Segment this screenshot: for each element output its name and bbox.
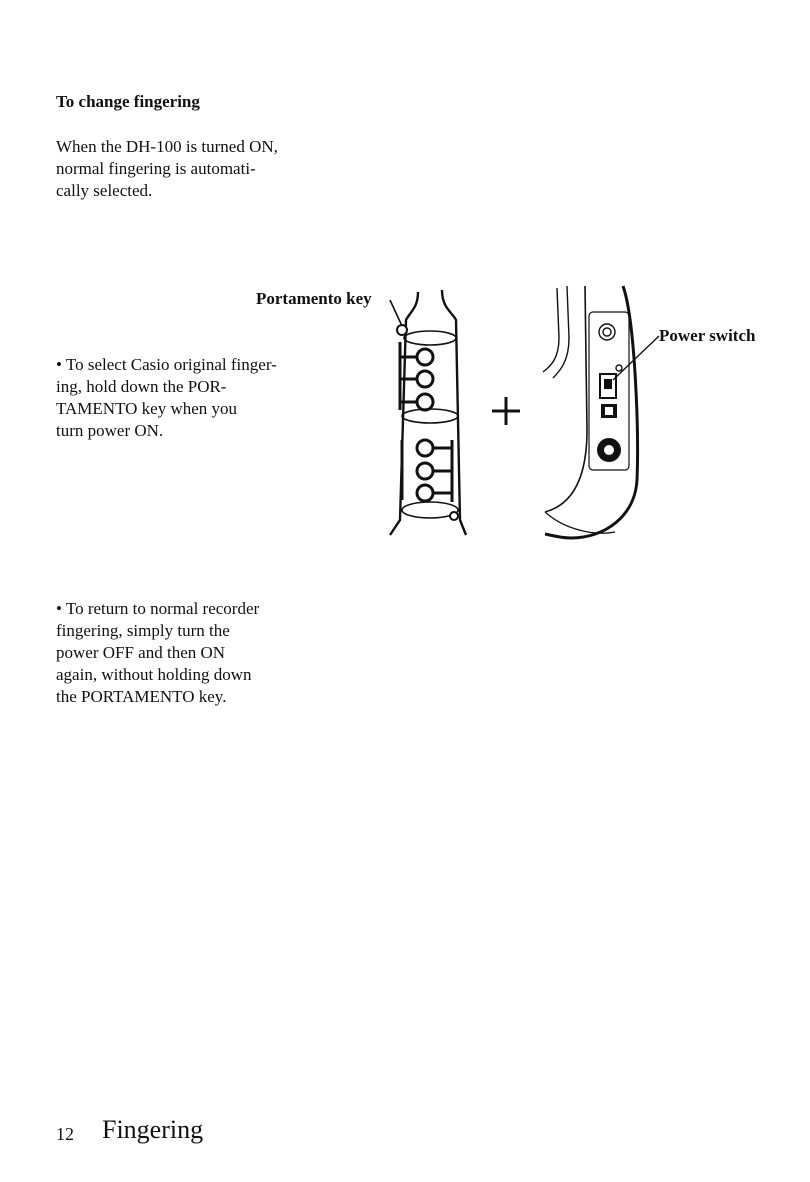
text-line: the PORTAMENTO key.	[56, 687, 227, 706]
text-line: • To select Casio original finger-	[56, 355, 277, 374]
text-line: normal fingering is automati-	[56, 159, 256, 178]
bullet-casio-fingering	[56, 354, 302, 442]
text-line: When the DH-100 is turned ON,	[56, 137, 278, 156]
bullet-normal-fingering	[56, 598, 302, 708]
portamento-key-label: Portamento key	[256, 289, 372, 308]
portamento-leader-line	[388, 298, 408, 328]
text-line: • To return to normal recorder	[56, 599, 260, 618]
power-switch-illustration	[535, 280, 655, 550]
text-line: ing, hold down the POR-	[56, 377, 227, 396]
plus-icon	[490, 395, 522, 427]
power-switch-label: Power switch	[659, 326, 756, 345]
text-line: power OFF and then ON	[56, 643, 226, 662]
text-line: turn power ON.	[56, 421, 164, 440]
section-heading: To change fingering	[56, 92, 200, 111]
text-line: fingering, simply turn the	[56, 621, 230, 640]
page-number: 12	[56, 1124, 74, 1144]
intro-paragraph	[56, 136, 302, 202]
section-title: Fingering	[102, 1115, 204, 1144]
text-line: TAMENTO key when you	[56, 399, 238, 418]
text-line: again, without holding down	[56, 665, 252, 684]
text-line: cally selected.	[56, 181, 153, 200]
